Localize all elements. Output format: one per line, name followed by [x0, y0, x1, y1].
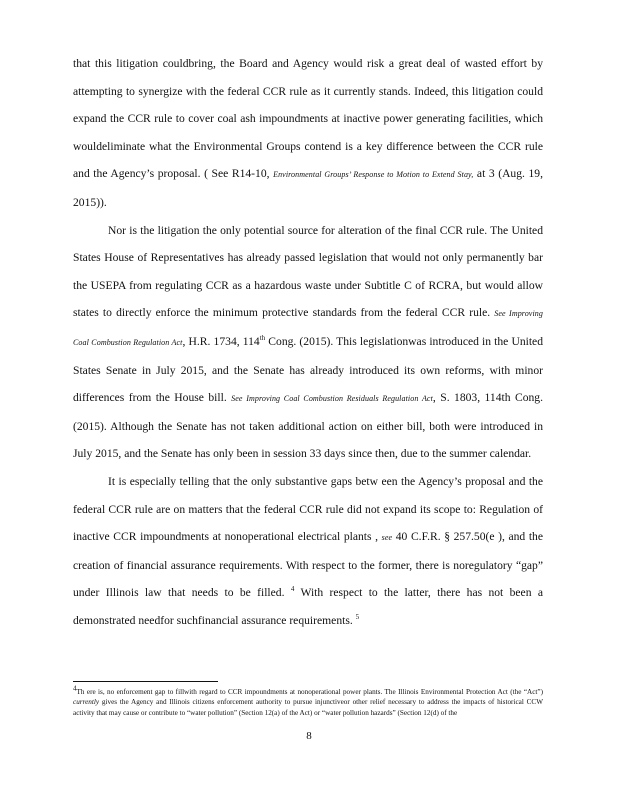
- paragraph-2-text-a: Nor is the litigation the only potential source for alteration of the final CCR rule. The United States House of Representatives has already passed legislation that would not only permanently bar the USEPA from regulating CCR as a hazardous waste under Subtitle C of RCRA, but would allow states to directly enforce the minimum protective standards from the federal CCR rule.: [73, 223, 543, 320]
- paragraph-2-text-c: , S. 1803, 114th Cong. (2015). Although the Senate has not taken additional action on either bill, both were introduced in July 2015, and the Senate has only been in session 33 days since then, due to the summer calendar.: [73, 391, 543, 461]
- footnote-text-a: Th ere is, no enforcement gap to fillwith regard to CCR impoundments at nonoperational power plants. The Illinois Environmental Protection Act (the “Act”): [76, 688, 543, 696]
- paragraph-1: [73, 50, 543, 217]
- footnote-emphasis: currently: [73, 698, 100, 707]
- body-text: [73, 50, 543, 634]
- page-number: 8: [306, 730, 312, 742]
- footnote-4: [73, 684, 543, 718]
- paragraph-3: [73, 468, 543, 635]
- citation-tail: at 3 (Aug. 19, 2015)).: [73, 167, 543, 209]
- footnote-ref-5[interactable]: 5: [355, 613, 360, 622]
- footnote-ref-4[interactable]: 4: [290, 585, 295, 594]
- paragraph-2: [73, 217, 543, 468]
- paragraph-1-text: that this litigation couldbring, the Board and Agency would risk a great deal of wasted effort by attempting to synergize with the federal CCR rule as it currently stands. Indeed, this litigation could expand the CCR rule to cover coal ash impoundments at inactive power generating facilities, which wouldeliminate what the Environmental Groups contend is a key difference between the CCR rule and the Agency’s proposal. ( See R14-10,: [73, 57, 543, 181]
- footnote-divider: [73, 681, 218, 682]
- citation-house-number: , H.R. 1734, 114: [182, 334, 260, 348]
- footnote-mark: 4: [73, 684, 77, 693]
- paragraph-2-text-b: Cong. (2015). This legislationwas introduced in the United States Senate in July 2015, and the Senate has already introduced its own reforms, with minor differences from the House bill.: [73, 334, 543, 405]
- citation-see: see: [381, 533, 393, 543]
- ordinal-superscript: th: [259, 334, 266, 343]
- paragraph-3-text-b: 40 C.F.R. § 257.50(e ), and the creation of financial assurance requirements. With respect to the former, there is noregulatory “gap” under Illinois law that needs to be filled.: [73, 530, 543, 600]
- citation-house-act: See Improving Coal Combustion Regulation Act: [73, 309, 543, 347]
- paragraph-3-text-a: It is especially telling that the only substantive gaps betw een the Agency’s proposal and the federal CCR rule are on matters that the federal CCR rule did not expand its scope to: Regulation of inactive CCR impoundments at nonoperational electrical plants ,: [73, 474, 543, 544]
- citation-environmental-groups-response: Environmental Groups’ Response to Motion to Extend Stay,: [273, 170, 474, 180]
- paragraph-3-text-c: With respect to the latter, there has not been a demonstrated needfor suchfinancial assurance requirements.: [73, 586, 543, 627]
- footnote-text-b: gives the Agency and Illinois citizens enforcement authority to pursue injunctiveor other relief necessary to address the impacts of historical CCW activity that may cause or contribute to “water pollution” (Section 12(a) of the Act) or “water pollution hazards” (Section 12(d) of the: [73, 698, 543, 717]
- citation-senate-act: See Improving Coal Combustion Residuals Regulation Act: [231, 394, 433, 404]
